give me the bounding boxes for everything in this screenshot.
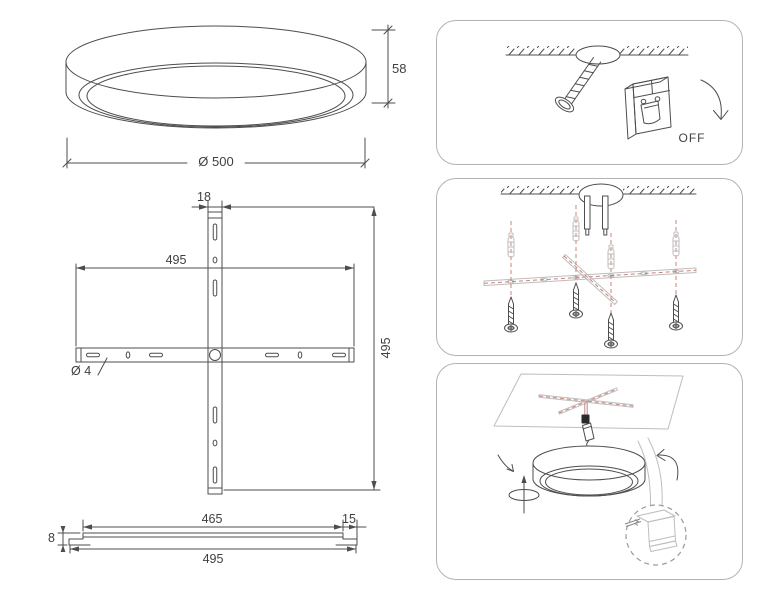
step-3-panel — [436, 363, 743, 580]
fixture-body — [533, 446, 645, 496]
screw-icon — [505, 283, 683, 348]
ceiling-hatch — [506, 46, 688, 55]
mounting-bracket-plan-view — [76, 201, 380, 494]
arrow-down-icon — [701, 80, 728, 120]
detail-circle — [626, 505, 686, 565]
alignment-guides — [511, 205, 676, 315]
step-3-drawing — [437, 364, 742, 579]
step-2-panel — [436, 178, 743, 356]
step-2-drawing — [437, 179, 742, 355]
rotate-arrow-icon — [498, 455, 514, 472]
dim-label-span-height: 495 — [379, 337, 394, 359]
dim-label-span-width: 495 — [165, 253, 187, 267]
dim-label-hook-length: 15 — [342, 512, 356, 526]
switch-off-label: OFF — [678, 131, 706, 145]
dim-label-diameter: Ø 500 — [198, 154, 234, 169]
light-switch-icon — [625, 77, 671, 139]
dim-span-495-horizontal — [76, 264, 354, 346]
dim-label-height: 58 — [392, 61, 407, 76]
dim-label-profile-height: 8 — [48, 531, 55, 545]
dim-label-hole-diameter: Ø 4 — [71, 364, 92, 378]
dim-hole-leader — [98, 358, 107, 375]
rotation-axis-icon — [509, 475, 539, 513]
dim-label-inner-length: 465 — [201, 512, 223, 526]
power-conduit-icon — [553, 58, 601, 115]
ceiling-hatch — [501, 186, 696, 194]
ceiling-hole — [576, 46, 620, 64]
fixture-side-view — [63, 25, 395, 168]
bracket-center-hole — [210, 350, 221, 361]
dim-label-total-length: 495 — [202, 552, 224, 566]
mains-wires-icon — [585, 196, 609, 235]
dim-label-bar-width: 18 — [197, 190, 211, 204]
wall-anchor-icon — [508, 217, 679, 269]
mounting-bracket-perspective — [484, 255, 696, 305]
